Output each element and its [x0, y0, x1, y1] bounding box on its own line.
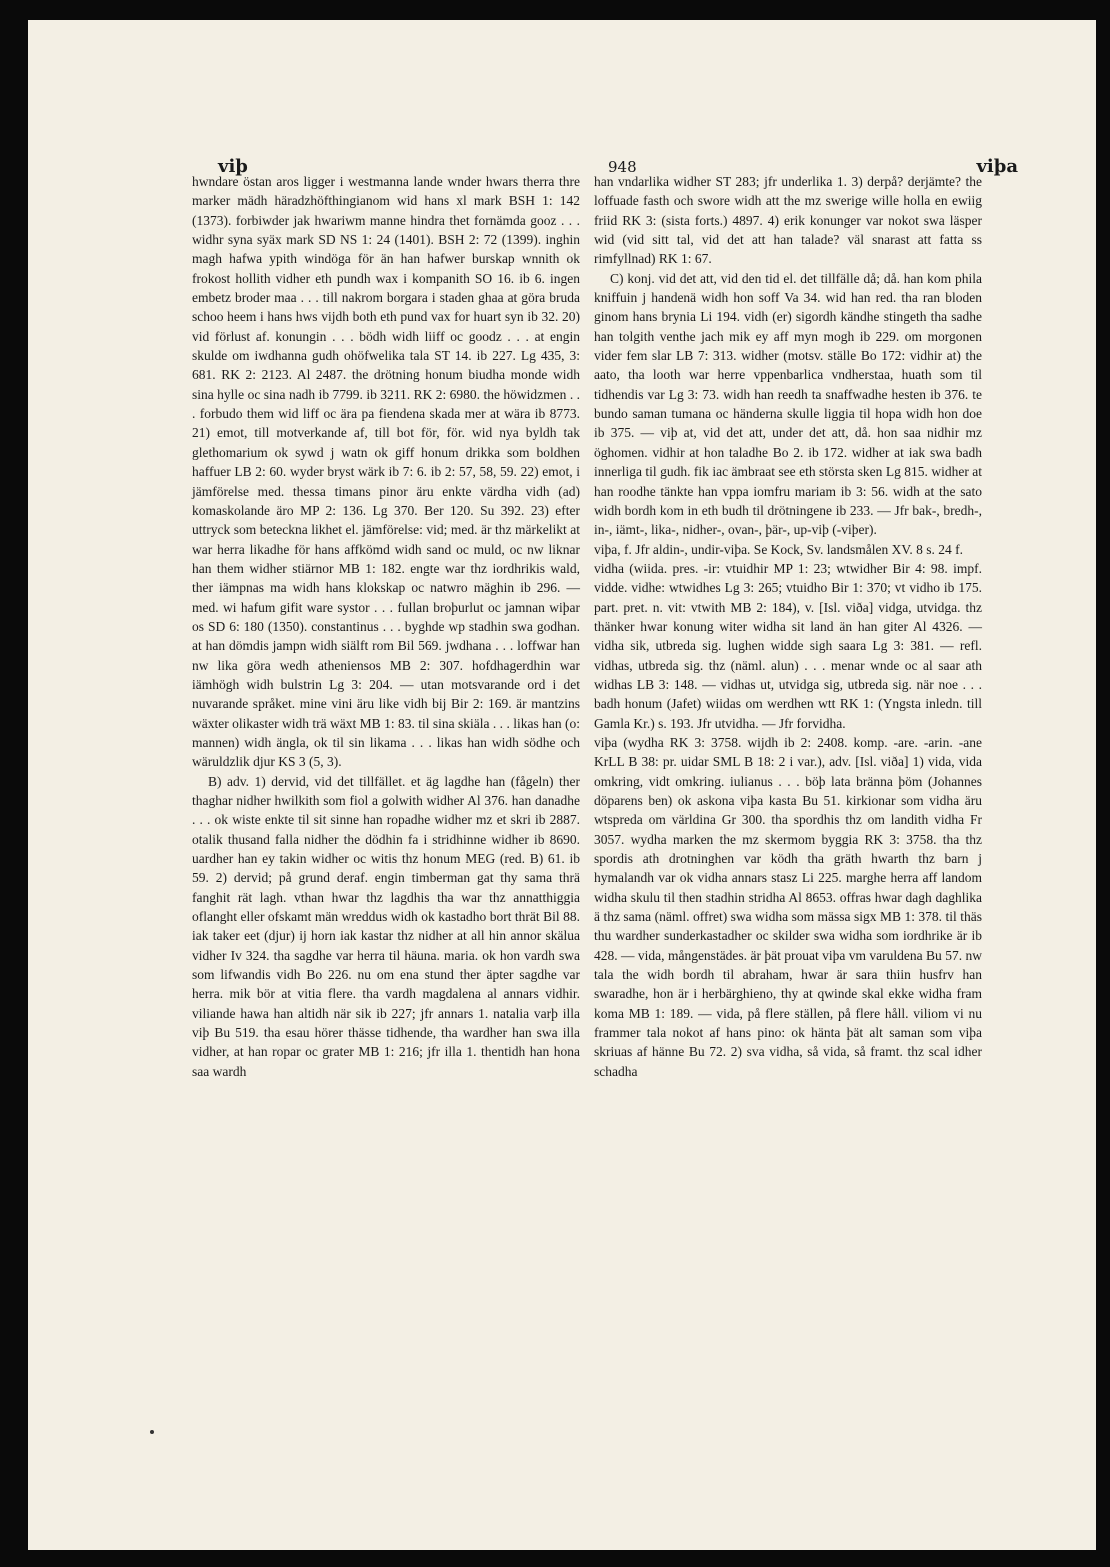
right-entry-continuation: han vndarlika widher ST 283; jfr underlika 1. 3) derpå? derjämte? the loffuade fasth och swore widh att the mz swerige wille holla en ewiig friid RK 3: (sista forts.) 4897. 4) erik konunger var nokot swa läsper wid (vid sitt tal, vid det att han talade? väl snarast att fatta ss rimfyllnad) RK 1: 67. [594, 174, 982, 267]
running-headword-right: viþa [976, 156, 1018, 177]
left-column [192, 172, 580, 1081]
right-entry-conjunction-section: C) konj. vid det att, vid den tid el. det tillfälle då; då. han kom phila kniffuin j handenä widh hon soff Va 34. wid han red. tha ran bloden ginom hans brynia Li 194. vidh (er) sigordh kändhe stingeth tha sadhe han tolgith venthe jach mik ey aff myn mogh ib 229. om morgonen vider fem slar LB 7: 313. widher (motsv. ställe Bo 172: vidhir at) the aato, tha looth war herre vppenbarlica vndherstaa, huath som til tidhendis var Lg 3: 73. widh han reedh ta snaffwadhe hesten ib 376. te bundo saman tumana oc händerna skulle liggia til hopa widh hon doe ib 375. — viþ at, vid det att, under det att, då. hon saa nidhir mz öghomen. vidhir at hon taladhe Bo 2. ib 172. widher at iak swa badh innerliga til gudh. fik iac ämbraat see eth största sken Lg 815. widher at han roodhe tänkte han vppa iomfru mariam ib 3: 56. widh at the sato widh bordh kom in eth budh til drötningene ib 233. — Jfr bak-, bredh-, in-, iämt-, lika-, nidher-, ovan-, þär-, up-viþ (-viþer). [594, 270, 982, 538]
entry-vidha-verb: vidha (wiida. pres. -ir: vtuidhir MP 1: 23; wtwidher Bir 4: 98. impf. vidde. vidhe: wtwidhes Lg 3: 265; vtuidho Bir 1: 370; vt vidho ib 175. part. pret. n. vit: vtwith MB 2: 184), v. [Isl. viða] vidga, utvidga. thz thänker hwar konung witer widha sit land än han giter Al 4326. — vidha sik, utbreda sig. lughen widde sigh saara Lg 3: 381. — refl. vidhas, utbreda sig. thz (näml. alun) . . . menar wnde oc al saar ath widhas LB 3: 148. — vidhas ut, utvidga sig, utbreda sig. när noe . . . badh honum (Jafet) wiidas om werdhen wtt RK 1: (Yngsta inledn. till Gamla Kr.) s. 193. Jfr utvidha. — Jfr forvidha. [594, 560, 982, 731]
running-headword-left: viþ [218, 156, 248, 177]
margin-dot [150, 1430, 154, 1434]
left-entry-adverb-section: B) adv. 1) dervid, vid det tillfället. et äg lagdhe han (fågeln) ther thaghar nidher hwilkith som fiol a golwith widher Al 376. han danadhe . . . ok wiste enkte til sit sinne han ropadhe widher mz et skri ib 2887. otalik thusand falla nidher the dödhin fa i stridhinne widher ib 8690. uardher han ey takin widher oc witis thz honum MEG (red. B) 61. ib 59. 2) dervid; på grund deraf. engin timberman gat thy sama thrä fanghit rät lagh. vthan hwar thz lagdhis tha war thz annatthiggia oflanght eller ofskamt män wreddus widh ok kastadho bort thrät Bil 88. iak taker eet (djur) ij horn iak kastar thz nidher at all hin annor skälua vidher Iv 324. tha sagdhe var herra til häuna. maria. ok hon vardh swa som lifwandis vidh Bo 226. nu om ena stund ther äpter sagdhe var herra. mik bör at vitia flere. tha vardh magdalena al annars vidhir. viliande hawa han altidh när sik ib 227; jfr annars 1. natalia varþ illa viþ Bu 519. tha esau hörer thässe tidhende, tha wardher han swa illa vidher, at han ropar oc grater MB 1: 216; jfr illa 1. thentidh han hona saa wardh [192, 773, 580, 1079]
right-column [594, 172, 982, 1081]
entry-vitha-feminine: viþa, f. Jfr aldin-, undir-viþa. Se Kock, Sv. landsmålen XV. 8 s. 24 f. [594, 541, 964, 557]
left-entry-continuation: hwndare östan aros ligger i westmanna lande wnder hwars therra thre marker mädh häradzhöfthingianom wid hans xl mark BSH 1: 142 (1373). forbiwder jak hwariwm manne hindra thet fornämda gooz . . . widhr syna syäx mark SD NS 1: 24 (1401). BSH 2: 72 (1399). inghin magh hafwa ypith windöga för än han hafwer burskap wnnith ok frokost hollith vidher eth pundh wax i kompanith SO 16. ib 6. ingen embetz broder maa . . . till nakrom borgara i staden ghaa at göra bruda schoo heem i hans hws vijdh both eth pund vax for huart syn ib 32. 20) vid förlust af. konungin . . . bödh widh liiff oc goodz . . . at engin skulde om iwdhanna gudh ohöfwelika tala ST 14. ib 227. Lg 435, 3: 681. RK 2: 2123. Al 2487. the drötning honum biudha monde widh sina hylle oc sina nadh ib 7799. ib 3211. RK 2: 6980. the höwidzmen . . . forbudo them wid liff oc ära pa fiendena skada mer at wära ib 8773. 21) emot, till motverkande af, till bot för, för. wid nya byldh tak glethomarium ok sywd j watn ok giff honum drikka som boldhen haffuer LB 2: 60. wyder bryst wärk ib 7: 6. ib 2: 57, 58, 59. 22) emot, i jämförelse med. thessa timans pinor äru enkte värdha vidh (ad) komaskolande äro MP 2: 136. Lg 370. Ber 120. Su 392. 23) efter uttryck som beteckna likhet el. jämförelse: vid; med. är thz märkelikt at war herra likadhe för hans affkömd widh sand oc muld, oc nw liknar han them widher stiärnor MB 1: 182. engte war thz iordhrikis wald, ther iämpnas ma widh hans klokskap oc natwro mäghin ib 296. — med. wi hafum gifit ware systor . . . fullan broþurlut oc jamnan wiþar os SD 6: 180 (1350). constantinus . . . byghde wp stadhin swa godhan. at han dömdis jampn widh siälft rom Bil 569. jwdhana . . . loffwar han nw lika göra wedh atheniensos MB 2: 307. hofdhagerdhin war iämhögh widh bulstrin Lg 3: 204. — utan motsvarande ord i det nuvarande språket. mine vini äru like vidh bij Bir 2: 169. är mantzins wäxter olikaster widh trä wäxt MB 1: 83. til sina skiäla . . . likas han (o: mannen) widh ängla, ok til sin likama . . . likas han widh södhe och wäruldzlik djur KS 3 (5, 3). [192, 174, 580, 770]
page-number: 948 [608, 158, 637, 176]
entry-vitha-adverb: viþa (wydha RK 3: 3758. wijdh ib 2: 2408. komp. -are. -arin. -ane KrLL B 38: pr. uidar SML B 18: 2 i var.), adv. [Isl. viða] 1) vida, vida omkring, vidt omkring. iulianus . . . böþ lata bränna þöm (Johannes döparens ben) ok askona viþa kasta Bu 51. kirkionar som vidha äru wtspreda om världina Gr 300. tha spordhis thz om landith vidha Fr 3057. wydha marken the mz skermom byggia RK 3: 3758. tha thz spordis ath drotninghen var ködh tha gräth hwarth thz barn j hymalandh var ok vidha annars stasz Li 225. marghe herra aff landom widha skulu til then stadhin stridha Al 8653. offras hwar dagh daghlika ä thz sama (näml. offret) swa widha som mässa sigx MB 1: 378. til thäs thu wardher sunderkastadher oc skilder swa widha som iordhrike är ib 428. — vida, mångenstädes. är þät prouat viþa vm varuldena Bu 57. nw tala the widh bordh til abraham, hwar är sara thiin husfrv han swaradhe, hon är i herbärghieno, thy at qwinde skal ekke widha fram koma MB 1: 189. — vida, på flere ställen, på flere håll. viliom vi nu frammer tala nokot af hans pino: ok hänta þät alt saman som viþa skriuas af hänne Bu 72. 2) sva vidha, så vida, så framt. thz scal idher schadha [594, 734, 982, 1079]
